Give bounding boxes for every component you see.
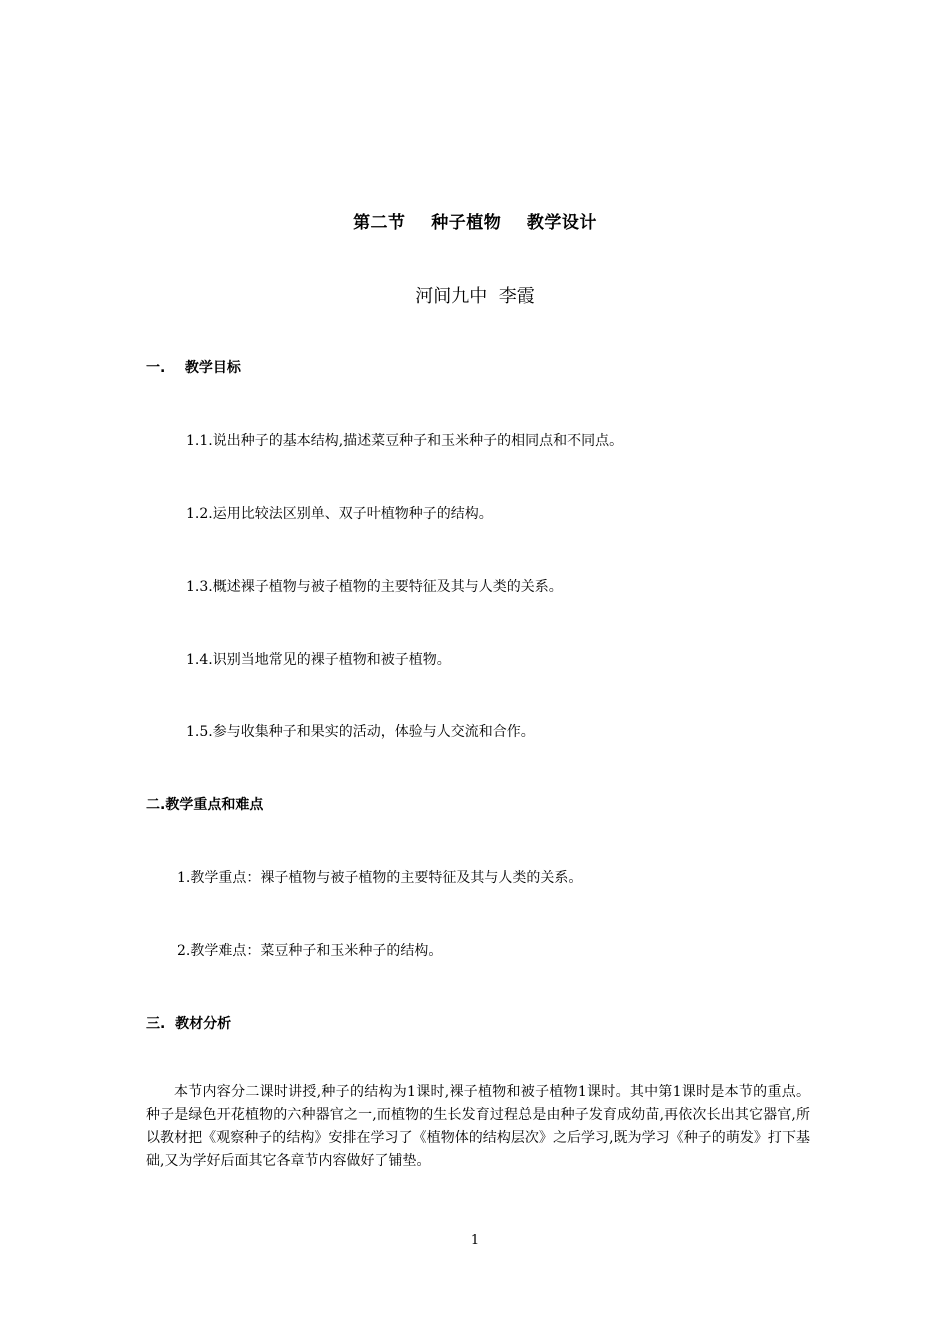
document-author: 河间九中 李霞 bbox=[415, 286, 535, 307]
objective-item: 1.2.运用比较法区别单、双子叶植物种子的结构。 bbox=[186, 506, 493, 522]
analysis-paragraph: 本节内容分二课时讲授,种子的结构为1课时,裸子植物和被子植物1课时。其中第1课时是本节的重点。 种子是绿色开花植物的六种器官之一,而植物的生长发育过程总是由种子发育成幼苗,再依次长出其它器官,所以教材把《观察种子的结构》安排在学习了《植物体的结构层次》之后学习,既为学习《种子的萌发》打下基础,又为学好后面其它各章节内容做好了铺垫。 bbox=[146, 1084, 810, 1169]
section-heading-objectives: 一. 教学目标 bbox=[146, 360, 241, 376]
document-title: 第二节 种子植物 教学设计 bbox=[353, 213, 597, 233]
section-heading-key-points: 二.教学重点和难点 bbox=[146, 797, 264, 813]
key-point-item: 1.教学重点：裸子植物与被子植物的主要特征及其与人类的关系。 bbox=[177, 870, 583, 886]
section-heading-analysis: 三. 教材分析 bbox=[146, 1016, 232, 1032]
objective-item: 1.4.识别当地常见的裸子植物和被子植物。 bbox=[186, 652, 451, 668]
page-number: 1 bbox=[470, 1233, 480, 1248]
objective-item: 1.3.概述裸子植物与被子植物的主要特征及其与人类的关系。 bbox=[186, 579, 563, 595]
objective-item: 1.5.参与收集种子和果实的活动，体验与人交流和合作。 bbox=[186, 724, 535, 740]
objective-item: 1.1.说出种子的基本结构,描述菜豆种子和玉米种子的相同点和不同点。 bbox=[186, 433, 624, 449]
key-point-item: 2.教学难点：菜豆种子和玉米种子的结构。 bbox=[177, 943, 443, 959]
